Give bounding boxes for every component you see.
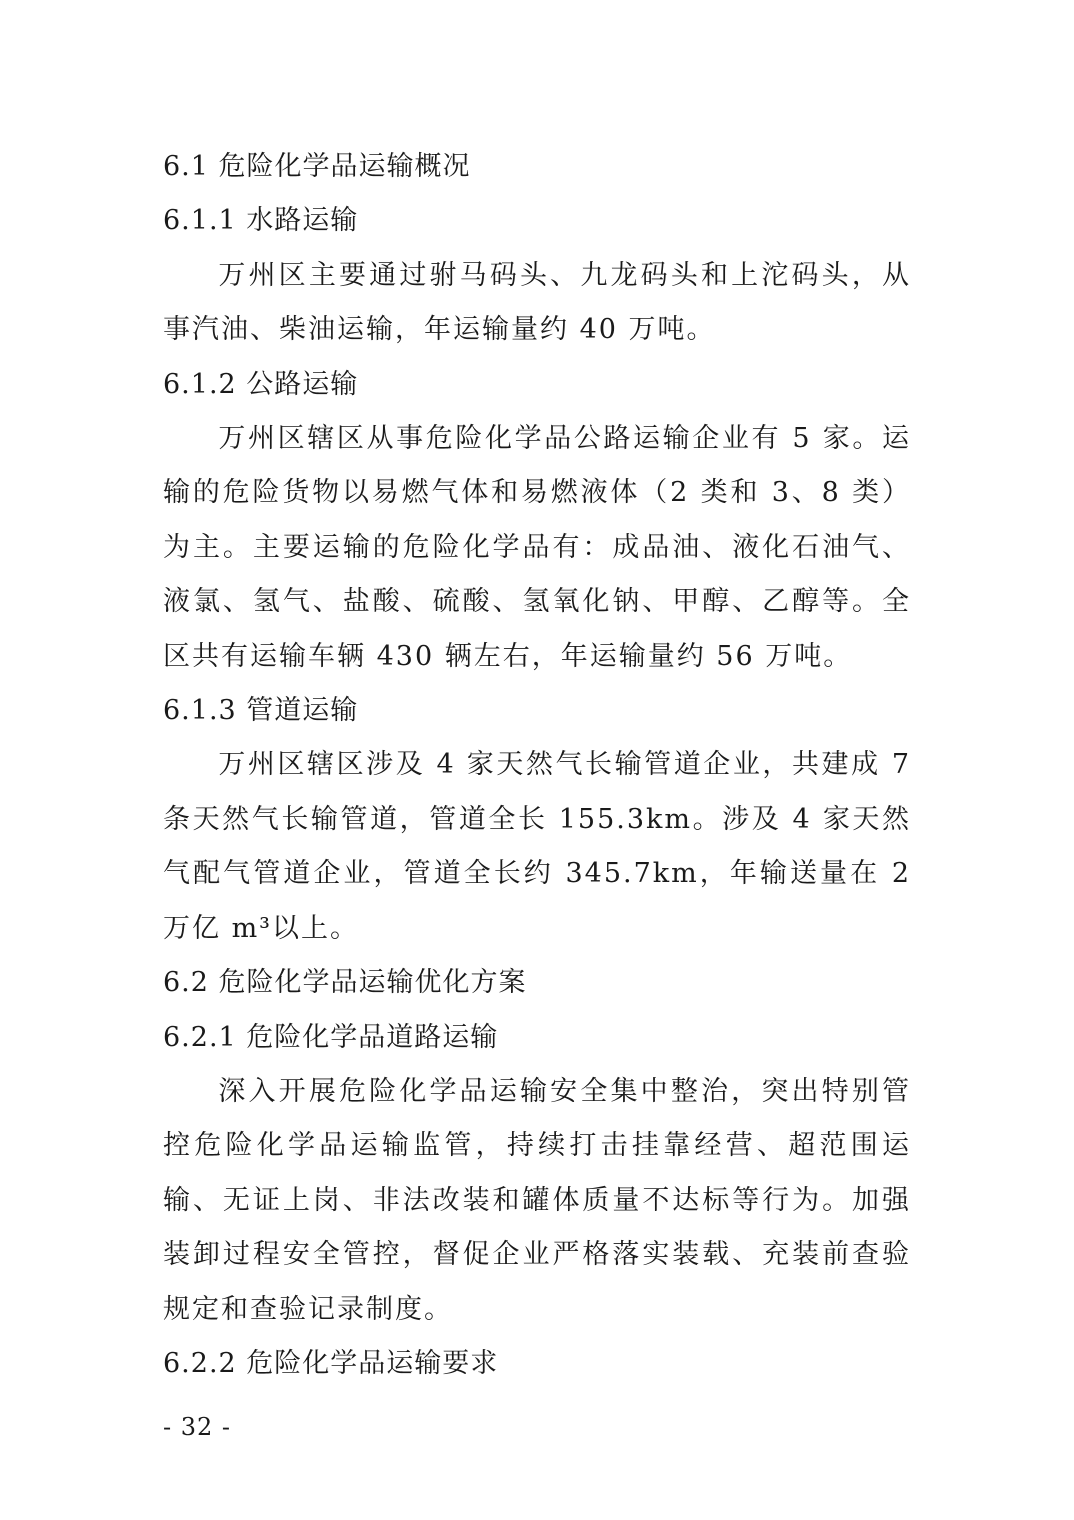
section-heading-6-1: 6.1 危险化学品运输概况 bbox=[163, 151, 471, 182]
paragraph-pipeline-transport: 万州区辖区涉及 4 家天然气长输管道企业，共建成 7 条天然气长输管道，管道全长 155.3km。涉及 4 家天然气配气管道企业，管道全长约 345.7km，年输送量在 2 万亿 m³以上。 bbox=[163, 749, 911, 944]
paragraph-waterway-transport: 万州区主要通过驸马码头、九龙码头和上沱码头，从事汽油、柴油运输，年运输量约 40 万吨。 bbox=[163, 259, 911, 346]
document-page bbox=[163, 140, 911, 1391]
paragraph-road-transport-optimization: 深入开展危险化学品运输安全集中整治，突出特别管控危险化学品运输监管，持续打击挂靠经营、超范围运输、无证上岗、非法改装和罐体质量不达标等行为。加强装卸过程安全管控，督促企业严格落实装载、充装前查验规定和查验记录制度。 bbox=[163, 1075, 911, 1325]
subsection-heading-6-2-2: 6.2.2 危险化学品运输要求 bbox=[163, 1347, 499, 1379]
subsection-heading-6-1-2: 6.1.2 公路运输 bbox=[163, 368, 359, 400]
subsection-heading-6-1-3: 6.1.3 管道运输 bbox=[163, 695, 359, 727]
subsection-heading-6-2-1: 6.2.1 危险化学品道路运输 bbox=[163, 1021, 499, 1053]
subsection-heading-6-1-1: 6.1.1 水路运输 bbox=[163, 205, 359, 237]
paragraph-road-transport: 万州区辖区从事危险化学品公路运输企业有 5 家。运输的危险货物以易燃气体和易燃液体（2 类和 3、8 类）为主。主要运输的危险化学品有：成品油、液化石油气、液氯、氢气、盐酸、硫酸、氢氧化钠、甲醇、乙醇等。全区共有运输车辆 430 辆左右，年运输量约 56 万吨。 bbox=[163, 423, 911, 672]
section-heading-6-2: 6.2 危险化学品运输优化方案 bbox=[163, 967, 527, 999]
page-number: - 32 - bbox=[163, 1413, 232, 1441]
